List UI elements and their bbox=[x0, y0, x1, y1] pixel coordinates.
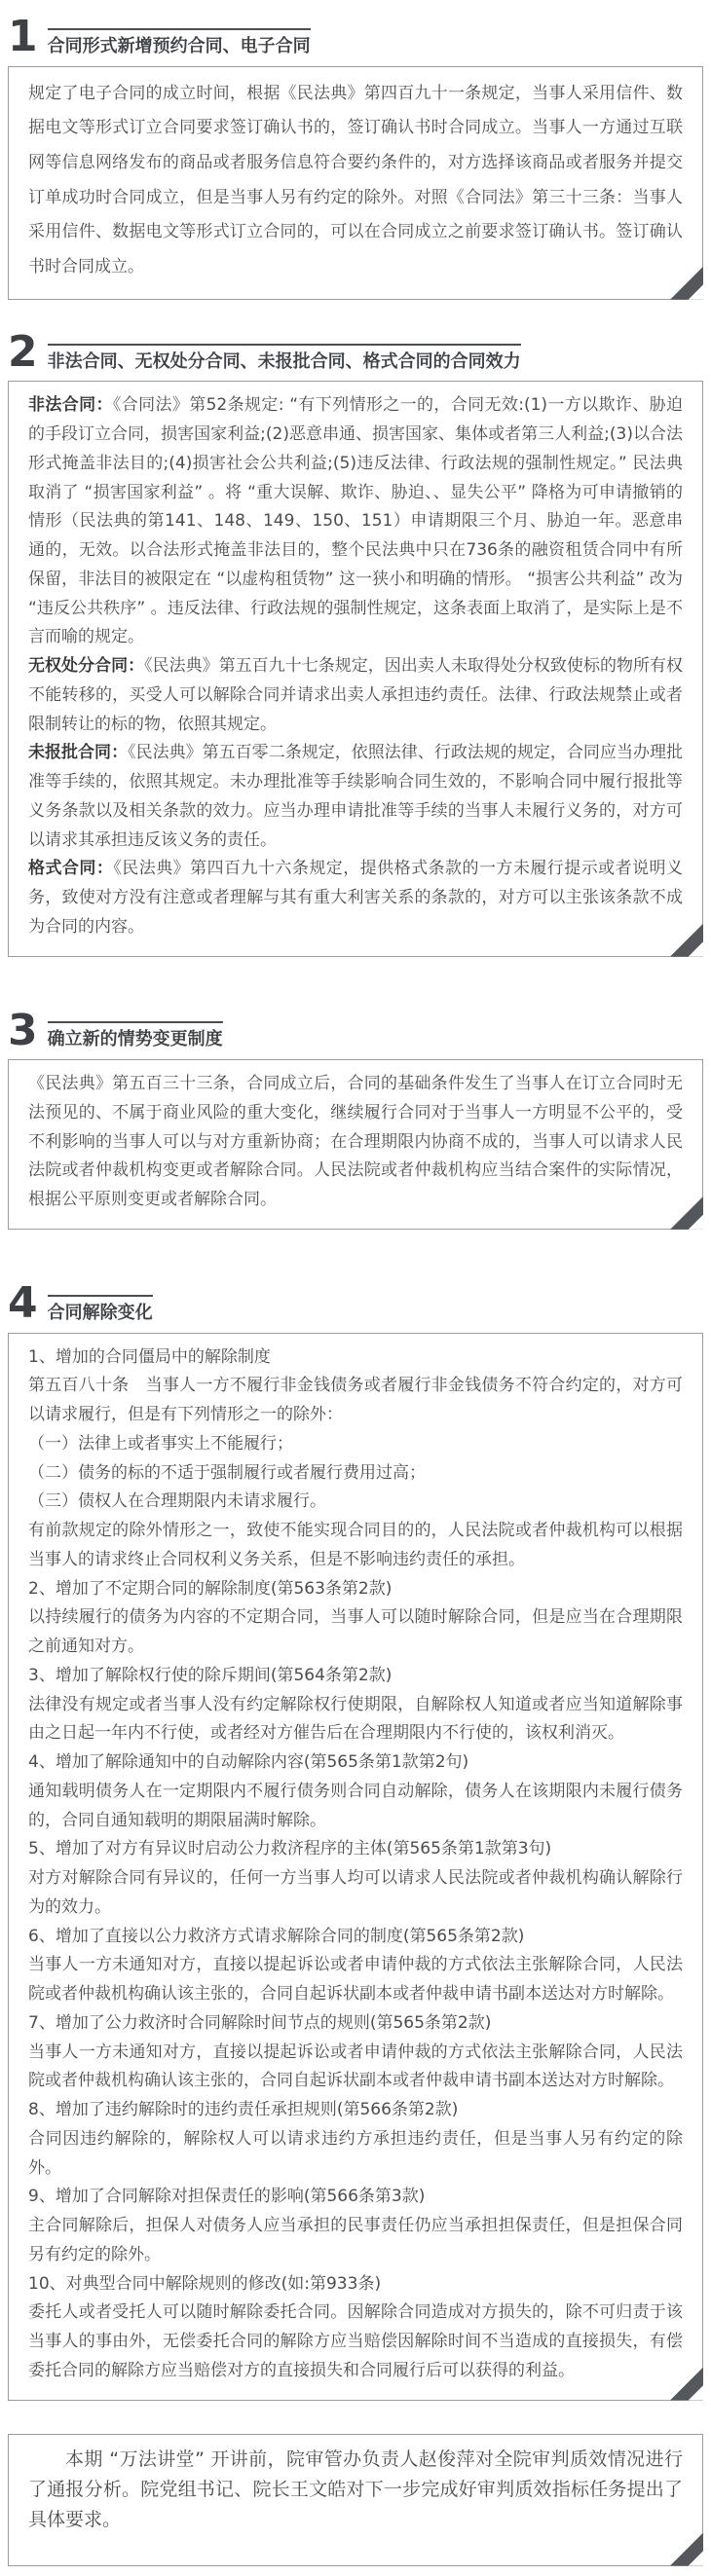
list-line: 法律没有规定或者当事人没有约定解除权行使期限，自解除权人知道或者应当知道解除事由之日起一年内不行使，或者经对方催告后在合理期限内不行使的，该权利消灭。 bbox=[28, 1694, 683, 1744]
section-number: 3 bbox=[8, 1005, 36, 1055]
section-title: 确立新的情势变更制度 bbox=[48, 1021, 223, 1049]
term-text: 《民法典》第五百零二条规定，依照法律、行政法规的规定，合同应当办理批准等手续的，依照其规定。未办理批准等手续影响合同生效的，不影响合同中履行报批等义务条款以及相关条款的效力。应当办理申请批准等手续的当事人未履行义务的，对方可以请求其承担违反该义务的责任。 bbox=[28, 743, 683, 850]
list-line: 5、增加了对方有异议时启动公力救济程序的主体(第565条第1款第3句) bbox=[28, 1839, 552, 1859]
term-text: 《民法典》第四百九十六条规定，提供格式条款的一方未履行提示或者说明义务，致使对方没有注意或者理解与其有重大利害关系的条款的，对方可以主张该条款不成为合同的内容。 bbox=[28, 859, 684, 937]
note-box bbox=[8, 66, 703, 300]
list-line: 主合同解除后，担保人对债务人应当承担的民事责任仍应当承担担保责任，但是担保合同另有约定的除外。 bbox=[28, 2216, 683, 2264]
list-line: 8、增加了违约解除时的违约责任承担规则(第566条第2款) bbox=[28, 2100, 459, 2119]
term-text: 《合同法》第52条规定: “有下列情形之一的，合同无效:(1)一方以欺诈、胁迫的手段订立合同，损害国家利益;(2)恶意串通、损害国家、集体或者第三人利益;(3)以合法形式掩盖非法目的;(4)损害社会公共利益;(5)违反法律、行政法规的强制性规定。” 民法典取消了 “损害国家利益” 。将 “重大误解、欺诈、胁迫、、显失公平” 降格为可申请撤销的情形（民法典的第141、148、149、150、151）申请期限三个月、胁迫一年。恶意串通的，无效。以合法形式掩盖非法目的，整个民法典中只在736条的融资租赁合同中有所保留，非法目的被限定在 “以虚构租赁物” 这一狭小和明确的情形。 “损害公共利益” 改为 “违反公共秩序” 。违反法律、行政法规的强制性规定，这条表面上取消了，是实际上是不言而喻的规定。 bbox=[28, 395, 683, 647]
list-line: 2、增加了不定期合同的解除制度(第563条第2款) bbox=[28, 1578, 393, 1599]
term-label: 非法合同： bbox=[28, 395, 113, 416]
term-paragraph bbox=[28, 391, 683, 652]
list-line: （三）债权人在合理期限内未请求履行。 bbox=[28, 1491, 326, 1512]
footer-paragraph: 本期 “万法讲堂” 开讲前，院审管办负责人赵俊萍对全院审判质效情况进行了通报分析。院党组书记、院长王文皓对下一步完成好审判质效指标任务提出了具体要求。 bbox=[28, 2447, 683, 2531]
list-line: 9、增加了合同解除对担保责任的影响(第566条第3款) bbox=[28, 2187, 426, 2207]
list-line: 当事人一方未通知对方，直接以提起诉讼或者申请仲裁的方式依法主张解除合同，人民法院或者仲裁机构确认该主张的，合同自起诉状副本或者仲裁申请书副本送达对方时解除。 bbox=[28, 2042, 683, 2091]
section-change-of-circumstances bbox=[8, 1005, 703, 1230]
section-header bbox=[8, 326, 703, 377]
list-line: 有前款规定的除外情形之一，致使不能实现合同目的的，人民法院或者仲裁机构可以根据当事人的请求终止合同权利义务关系，但是不影响违约责任的承担。 bbox=[28, 1521, 683, 1569]
list-line: 合同因违约解除的，解除权人可以请求违约方承担违约责任，但是当事人另有约定的除外。 bbox=[28, 2128, 683, 2178]
section-number: 2 bbox=[8, 326, 36, 377]
list-line: 1、增加的合同僵局中的解除制度 bbox=[28, 1346, 271, 1367]
section-contract-validity bbox=[8, 326, 703, 957]
list-line: 4、增加了解除通知中的自动解除内容(第565条第1款第2句) bbox=[28, 1752, 469, 1772]
list-line: 当事人一方未通知对方，直接以提起诉讼或者申请仲裁的方式依法主张解除合同，人民法院或者仲裁机构确认该主张的，合同自起诉状副本或者仲裁申请书副本送达对方时解除。 bbox=[28, 1955, 683, 2004]
section-header bbox=[8, 1277, 703, 1328]
list-line: 第五百八十条 当事人一方不履行非金钱债务或者履行非金钱债务不符合约定的，对方可以请求履行，但是有下列情形之一的除外： bbox=[28, 1376, 683, 1424]
list-line: 以持续履行的债务为内容的不定期合同，当事人可以随时解除合同，但是应当在合理期限之前通知对方。 bbox=[28, 1607, 683, 1656]
section-title: 非法合同、无权处分合同、未报批合同、格式合同的合同效力 bbox=[48, 344, 521, 372]
list-line: （二）债务的标的不适于强制履行或者履行费用过高； bbox=[28, 1462, 426, 1483]
section-contract-termination bbox=[8, 1277, 703, 2401]
section-number: 1 bbox=[8, 12, 36, 61]
note-box bbox=[8, 1333, 703, 2401]
section-header bbox=[8, 1005, 703, 1055]
note-box bbox=[8, 1059, 703, 1230]
term-paragraph bbox=[28, 739, 683, 855]
section-title: 合同形式新增预约合同、电子合同 bbox=[48, 28, 311, 56]
note-box bbox=[8, 381, 703, 956]
list-line: 对方对解除合同有异议的，任何一方当事人均可以请求人民法院或者仲裁机构确认解除行为的效力。 bbox=[28, 1868, 683, 1917]
section-title: 合同解除变化 bbox=[48, 1295, 153, 1323]
list-line: （一）法律上或者事实上不能履行； bbox=[28, 1433, 293, 1454]
section-contract-form bbox=[8, 12, 703, 300]
term-label: 无权处分合同： bbox=[28, 656, 145, 677]
list-line: 委托人或者受托人可以随时解除委托合同。因解除合同造成对方损失的，除不可归责于该当事人的事由外，无偿委托合同的解除方应当赔偿因解除时间不当造成的直接损失，有偿委托合同的解除方应当赔偿对方的直接损失和合同履行后可以获得的利益。 bbox=[28, 2302, 683, 2380]
paragraph: 《民法典》第五百三十三条，合同成立后，合同的基础条件发生了当事人在订立合同时无法预见的、不属于商业风险的重大变化，继续履行合同对于当事人一方明显不公平的，受不利影响的当事人可以与对方重新协商；在合理期限内协商不成的，当事人可以请求人民法院或者仲裁机构变更或者解除合同。人民法院或者仲裁机构应当结合案件的实际情况，根据公平原则变更或者解除合同。 bbox=[28, 1074, 683, 1210]
term-paragraph bbox=[28, 652, 683, 739]
section-header bbox=[8, 12, 703, 61]
term-paragraph bbox=[28, 855, 683, 941]
term-label: 未报批合同： bbox=[28, 743, 129, 763]
section-number: 4 bbox=[8, 1277, 36, 1328]
list-line: 10、对典型合同中解除规则的修改(如:第933条) bbox=[28, 2273, 382, 2294]
term-text: 《民法典》第五百九十七条规定，因出卖人未取得处分权致使标的物所有权不能转移的，买受人可以解除合同并请求出卖人承担违约责任。法律、行政法规禁止或者限制转让的标的物，依照其规定。 bbox=[28, 656, 684, 734]
list-line: 3、增加了解除权行使的除斥期间(第564条第2款) bbox=[28, 1665, 393, 1685]
footer-note-box bbox=[8, 2434, 703, 2566]
paragraph: 规定了电子合同的成立时间，根据《民法典》第四百九十一条规定，当事人采用信件、数据电文等形式订立合同要求签订确认书的，签订确认书时合同成立。当事人一方通过互联网等信息网络发布的商品或者服务信息符合要约条件的，对方选择该商品或者服务并提交订单成功时合同成立，但是当事人另有约定的除外。对照《合同法》第三十三条：当事人采用信件、数据电文等形式订立合同的，可以在合同成立之前要求签订确认书。签订确认书时合同成立。 bbox=[28, 83, 683, 277]
list-line: 通知载明债务人在一定期限内不履行债务则合同自动解除，债务人在该期限内未履行债务的，合同自通知载明的期限届满时解除。 bbox=[28, 1781, 683, 1830]
list-line: 7、增加了公力救济时合同解除时间节点的规则(第565条第2款) bbox=[28, 2012, 492, 2033]
term-label: 格式合同： bbox=[28, 859, 114, 879]
list-line: 6、增加了直接以公力救济方式请求解除合同的制度(第565条第2款) bbox=[28, 1926, 525, 1946]
